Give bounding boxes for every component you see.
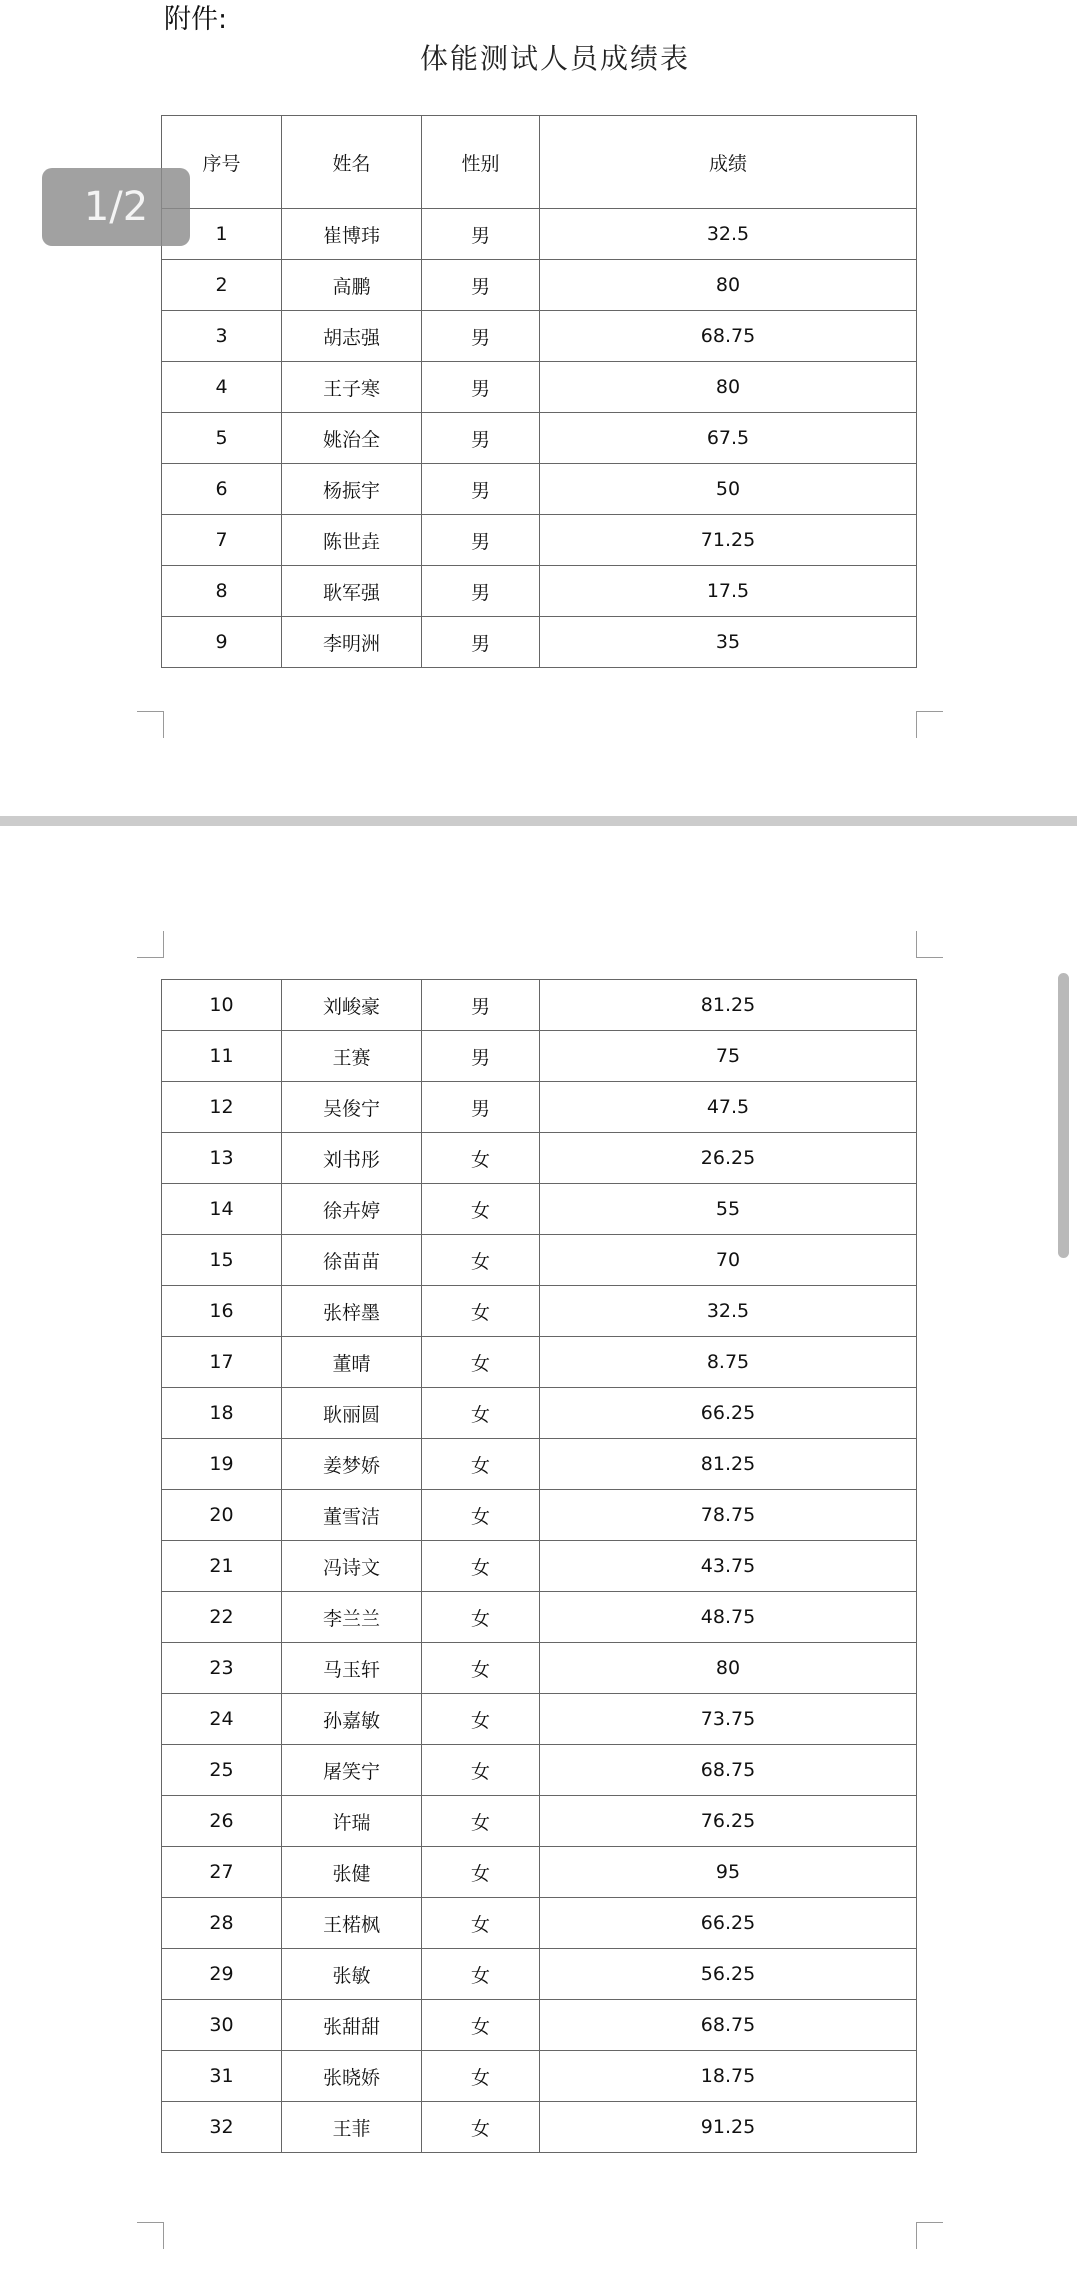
- page-corner-mark: [137, 2222, 164, 2249]
- cell-gender: 女: [422, 1847, 540, 1898]
- cell-name: 屠笑宁: [282, 1745, 422, 1796]
- table-row: [162, 617, 917, 668]
- cell-name: 王菲: [282, 2102, 422, 2153]
- page-separator: [0, 816, 1077, 826]
- cell-name: 姜梦娇: [282, 1439, 422, 1490]
- cell-name: 张健: [282, 1847, 422, 1898]
- cell-score: 81.25: [540, 980, 917, 1031]
- cell-name: 孙嘉敏: [282, 1694, 422, 1745]
- table-row: [162, 2102, 917, 2153]
- cell-score: 67.5: [540, 413, 917, 464]
- cell-gender: 女: [422, 1898, 540, 1949]
- cell-no: 21: [162, 1541, 282, 1592]
- cell-name: 吴俊宁: [282, 1082, 422, 1133]
- cell-no: 32: [162, 2102, 282, 2153]
- cell-gender: 女: [422, 1388, 540, 1439]
- cell-score: 56.25: [540, 1949, 917, 2000]
- cell-gender: 女: [422, 1235, 540, 1286]
- cell-gender: 男: [422, 1082, 540, 1133]
- page-indicator: 1/2: [42, 168, 190, 246]
- cell-score: 80: [540, 260, 917, 311]
- cell-score: 68.75: [540, 1745, 917, 1796]
- cell-name: 陈世垚: [282, 515, 422, 566]
- vertical-scrollbar[interactable]: [1058, 973, 1069, 1258]
- cell-gender: 女: [422, 1592, 540, 1643]
- cell-name: 王楉枫: [282, 1898, 422, 1949]
- cell-score: 70: [540, 1235, 917, 1286]
- cell-gender: 女: [422, 1490, 540, 1541]
- cell-gender: 女: [422, 1643, 540, 1694]
- cell-score: 43.75: [540, 1541, 917, 1592]
- header-gender: 性别: [422, 116, 540, 209]
- table-row: [162, 1388, 917, 1439]
- cell-score: 66.25: [540, 1388, 917, 1439]
- cell-name: 刘峻豪: [282, 980, 422, 1031]
- cell-no: 10: [162, 980, 282, 1031]
- cell-no: 16: [162, 1286, 282, 1337]
- cell-score: 47.5: [540, 1082, 917, 1133]
- cell-no: 2: [162, 260, 282, 311]
- cell-name: 高鹏: [282, 260, 422, 311]
- table-row: [162, 1949, 917, 2000]
- cell-name: 耿军强: [282, 566, 422, 617]
- cell-no: 18: [162, 1388, 282, 1439]
- cell-gender: 女: [422, 1796, 540, 1847]
- cell-name: 董雪洁: [282, 1490, 422, 1541]
- cell-name: 耿丽圆: [282, 1388, 422, 1439]
- table-row: [162, 515, 917, 566]
- cell-name: 姚治全: [282, 413, 422, 464]
- cell-gender: 女: [422, 1286, 540, 1337]
- cell-gender: 男: [422, 566, 540, 617]
- score-table-page-2: [161, 979, 917, 2153]
- cell-score: 91.25: [540, 2102, 917, 2153]
- cell-score: 80: [540, 1643, 917, 1694]
- header-no: 序号: [162, 116, 282, 209]
- table-row: [162, 1745, 917, 1796]
- table-row: [162, 566, 917, 617]
- header-score: 成绩: [540, 116, 917, 209]
- cell-no: 22: [162, 1592, 282, 1643]
- cell-name: 崔博玮: [282, 209, 422, 260]
- table-row: [162, 1133, 917, 1184]
- cell-score: 32.5: [540, 1286, 917, 1337]
- page-corner-mark: [137, 711, 164, 738]
- table-row: [162, 980, 917, 1031]
- cell-gender: 男: [422, 362, 540, 413]
- cell-gender: 男: [422, 413, 540, 464]
- cell-score: 32.5: [540, 209, 917, 260]
- cell-no: 3: [162, 311, 282, 362]
- cell-gender: 女: [422, 1439, 540, 1490]
- table-row: [162, 1082, 917, 1133]
- cell-no: 6: [162, 464, 282, 515]
- page-corner-mark: [916, 931, 943, 958]
- page-corner-mark: [137, 931, 164, 958]
- cell-score: 35: [540, 617, 917, 668]
- cell-score: 81.25: [540, 1439, 917, 1490]
- cell-score: 66.25: [540, 1898, 917, 1949]
- cell-gender: 女: [422, 1133, 540, 1184]
- cell-gender: 男: [422, 1031, 540, 1082]
- cell-no: 23: [162, 1643, 282, 1694]
- table-row: [162, 2051, 917, 2102]
- cell-score: 68.75: [540, 311, 917, 362]
- cell-name: 张甜甜: [282, 2000, 422, 2051]
- cell-score: 78.75: [540, 1490, 917, 1541]
- header-name: 姓名: [282, 116, 422, 209]
- table-row: [162, 2000, 917, 2051]
- table-row: [162, 1541, 917, 1592]
- cell-name: 胡志强: [282, 311, 422, 362]
- cell-gender: 男: [422, 464, 540, 515]
- table-row: [162, 464, 917, 515]
- score-table-page-1: [161, 115, 917, 668]
- cell-no: 19: [162, 1439, 282, 1490]
- cell-score: 68.75: [540, 2000, 917, 2051]
- cell-gender: 男: [422, 515, 540, 566]
- cell-name: 董晴: [282, 1337, 422, 1388]
- cell-no: 9: [162, 617, 282, 668]
- table-row: [162, 1439, 917, 1490]
- cell-gender: 女: [422, 1949, 540, 2000]
- table-row: [162, 1847, 917, 1898]
- cell-name: 冯诗文: [282, 1541, 422, 1592]
- cell-no: 12: [162, 1082, 282, 1133]
- cell-gender: 男: [422, 260, 540, 311]
- cell-gender: 女: [422, 1337, 540, 1388]
- page-corner-mark: [916, 711, 943, 738]
- document-title: 体能测试人员成绩表: [420, 42, 691, 75]
- cell-no: 8: [162, 566, 282, 617]
- table-row: [162, 1286, 917, 1337]
- cell-name: 张晓娇: [282, 2051, 422, 2102]
- cell-score: 18.75: [540, 2051, 917, 2102]
- cell-no: 31: [162, 2051, 282, 2102]
- cell-gender: 女: [422, 2000, 540, 2051]
- cell-no: 14: [162, 1184, 282, 1235]
- table-row: [162, 1031, 917, 1082]
- table-row: [162, 1592, 917, 1643]
- table-row: [162, 311, 917, 362]
- cell-score: 17.5: [540, 566, 917, 617]
- cell-no: 24: [162, 1694, 282, 1745]
- cell-name: 马玉轩: [282, 1643, 422, 1694]
- cell-score: 95: [540, 1847, 917, 1898]
- cell-name: 杨振宇: [282, 464, 422, 515]
- table-row: [162, 260, 917, 311]
- table-row: [162, 362, 917, 413]
- cell-no: 27: [162, 1847, 282, 1898]
- cell-score: 76.25: [540, 1796, 917, 1847]
- cell-score: 73.75: [540, 1694, 917, 1745]
- cell-score: 55: [540, 1184, 917, 1235]
- cell-name: 李兰兰: [282, 1592, 422, 1643]
- cell-no: 20: [162, 1490, 282, 1541]
- cell-no: 28: [162, 1898, 282, 1949]
- table-row: [162, 1694, 917, 1745]
- cell-name: 李明洲: [282, 617, 422, 668]
- cell-score: 26.25: [540, 1133, 917, 1184]
- cell-gender: 女: [422, 2051, 540, 2102]
- table-row: [162, 1643, 917, 1694]
- page-corner-mark: [916, 2222, 943, 2249]
- table-header-row: [162, 116, 917, 209]
- cell-gender: 女: [422, 2102, 540, 2153]
- cell-no: 7: [162, 515, 282, 566]
- cell-gender: 女: [422, 1184, 540, 1235]
- cell-score: 50: [540, 464, 917, 515]
- cell-name: 张敏: [282, 1949, 422, 2000]
- cell-gender: 女: [422, 1694, 540, 1745]
- table-row: [162, 1898, 917, 1949]
- table-row: [162, 413, 917, 464]
- table-row: [162, 1796, 917, 1847]
- cell-score: 75: [540, 1031, 917, 1082]
- cell-no: 29: [162, 1949, 282, 2000]
- table-row: [162, 1490, 917, 1541]
- table-row: [162, 1184, 917, 1235]
- cell-no: 11: [162, 1031, 282, 1082]
- cell-no: 26: [162, 1796, 282, 1847]
- cell-no: 1: [162, 209, 282, 260]
- cell-no: 4: [162, 362, 282, 413]
- table-row: [162, 1235, 917, 1286]
- cell-name: 徐苗苗: [282, 1235, 422, 1286]
- attachment-label: 附件:: [164, 4, 228, 35]
- cell-gender: 女: [422, 1745, 540, 1796]
- cell-gender: 男: [422, 311, 540, 362]
- cell-name: 王子寒: [282, 362, 422, 413]
- cell-no: 15: [162, 1235, 282, 1286]
- cell-no: 5: [162, 413, 282, 464]
- cell-score: 8.75: [540, 1337, 917, 1388]
- cell-no: 17: [162, 1337, 282, 1388]
- cell-name: 徐卉婷: [282, 1184, 422, 1235]
- cell-gender: 女: [422, 1541, 540, 1592]
- cell-no: 30: [162, 2000, 282, 2051]
- cell-name: 王赛: [282, 1031, 422, 1082]
- cell-gender: 男: [422, 617, 540, 668]
- cell-name: 张梓墨: [282, 1286, 422, 1337]
- cell-gender: 男: [422, 209, 540, 260]
- cell-name: 许瑞: [282, 1796, 422, 1847]
- table-row: [162, 1337, 917, 1388]
- cell-gender: 男: [422, 980, 540, 1031]
- cell-no: 25: [162, 1745, 282, 1796]
- cell-name: 刘书彤: [282, 1133, 422, 1184]
- cell-no: 13: [162, 1133, 282, 1184]
- cell-score: 71.25: [540, 515, 917, 566]
- table-row: [162, 209, 917, 260]
- cell-score: 80: [540, 362, 917, 413]
- cell-score: 48.75: [540, 1592, 917, 1643]
